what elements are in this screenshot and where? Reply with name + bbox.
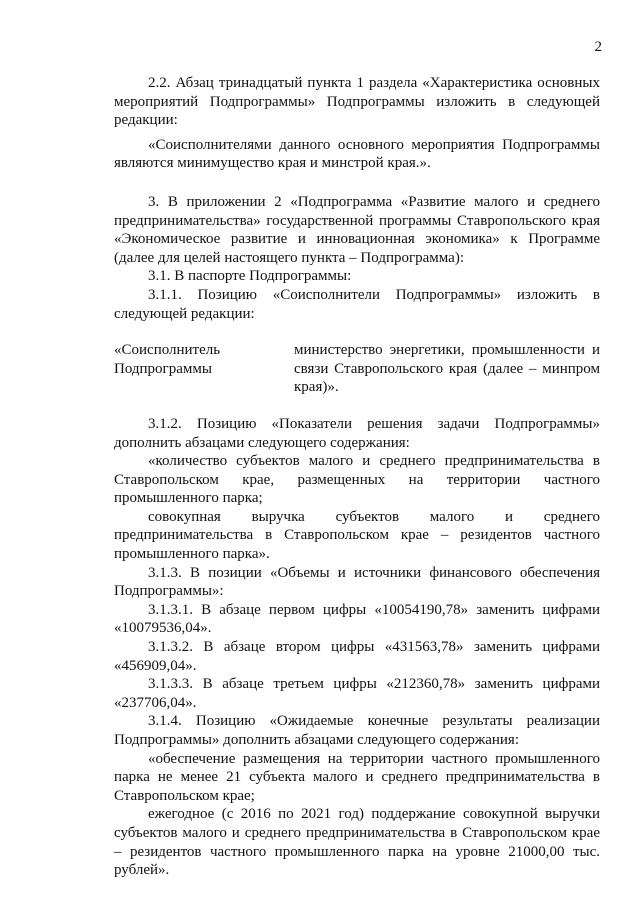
paragraph-indicator-revenue: совокупная выручка субъектов малого и среднего предпринимательства в Ставропольском крае – резидентов частного промышленного парка».: [114, 508, 600, 563]
paragraph-3-1-4: 3.1.4. Позицию «Ожидаемые конечные результаты реализации Подпрограммы» дополнить абзацами следующего содержания:: [114, 713, 600, 748]
paragraph-3: 3. В приложении 2 «Подпрограмма «Развитие малого и среднего предпринимательства» государственной программы Ставропольского края «Экономическое развитие и инновационная экономика» к Программе (далее для целей настоящего пункта – Подпрограмма):: [114, 193, 600, 266]
passport-position-label: «Соисполнитель Подпрограммы: [114, 342, 221, 377]
paragraph-3-1: 3.1. В паспорте Подпрограммы:: [148, 268, 352, 285]
paragraph-3-1-3-2: 3.1.3.2. В абзаце втором цифры «431563,78» заменить цифрами «456909,04».: [114, 639, 600, 674]
paragraph-3-1-1: 3.1.1. Позицию «Соисполнители Подпрограммы» изложить в следующей редакции:: [114, 286, 600, 322]
paragraph-2-2: 2.2. Абзац тринадцатый пункта 1 раздела «Характеристика основных мероприятий Подпрограммы» Подпрограммы изложить в следующей редакции:: [114, 75, 600, 129]
page-number: 2: [594, 39, 602, 55]
document-body: [114, 74, 600, 880]
paragraph-coexecutors-quote: «Соисполнителями данного основного мероприятия Подпрограммы являются минимущество края и минстрой края.».: [114, 136, 600, 172]
paragraph-3-1-3: 3.1.3. В позиции «Объемы и источники финансового обеспечения Подпрограммы»:: [114, 564, 600, 600]
passport-table: [114, 341, 600, 397]
passport-position-value: министерство энергетики, промышленности и связи Ставропольского края (далее – минпром края)».: [294, 342, 600, 396]
paragraph-result-revenue: ежегодное (с 2016 по 2021 год) поддержание совокупной выручки субъектов малого и среднего предпринимательства в Ставропольском крае – резидентов частного промышленного парка на уровне 21000,00 тыс. рублей».: [114, 806, 600, 879]
paragraph-3-1-3-3: 3.1.3.3. В абзаце третьем цифры «212360,78» заменить цифрами «237706,04».: [114, 676, 600, 711]
paragraph-3-1-2: 3.1.2. Позицию «Показатели решения задачи Подпрограммы» дополнить абзацами следующего содержания:: [114, 415, 600, 451]
paragraph-result-placement: «обеспечение размещения на территории частного промышленного парка не менее 21 субъекта малого и среднего предпринимательства в Ставропольском крае;: [114, 750, 600, 804]
paragraph-3-1-3-1: 3.1.3.1. В абзаце первом цифры «10054190,78» заменить цифрами «10079536,04».: [114, 601, 600, 637]
paragraph-indicator-count: «количество субъектов малого и среднего предпринимательства в Ставропольском крае, размещенных на территории частного промышленного парка;: [114, 453, 600, 507]
